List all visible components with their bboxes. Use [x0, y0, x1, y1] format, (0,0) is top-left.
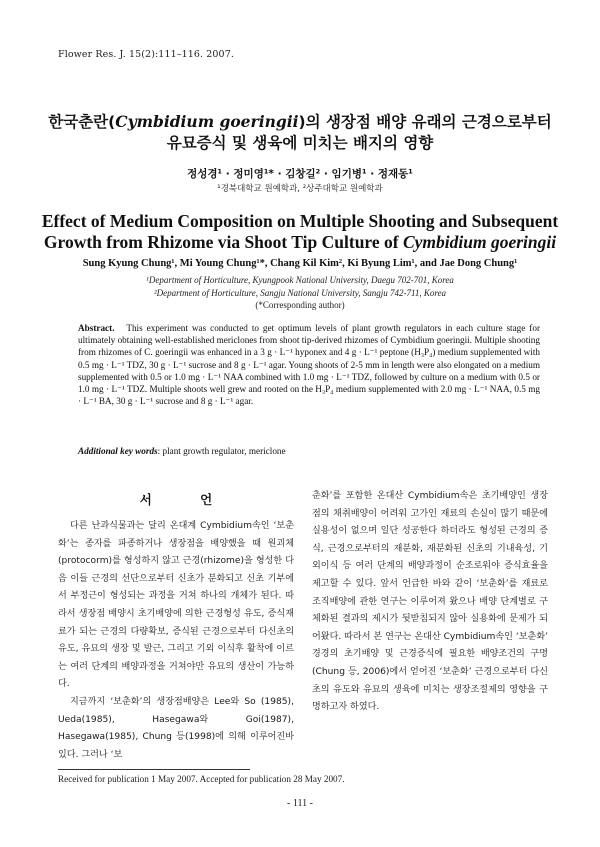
korean-affiliation: ¹경북대학교 원예학과, ²상주대학교 원예학과 — [217, 184, 383, 194]
corresponding-author-note: (*Corresponding author) — [255, 300, 345, 310]
korean-title-line1 — [0, 110, 600, 132]
korean-title-pre: 한국춘란( — [48, 113, 116, 131]
english-title-pre: Growth from Rhizome via Shoot Tip Culture of — [43, 232, 403, 252]
keywords-text: : plant growth regulator, mericlone — [157, 446, 286, 456]
english-title-line1: Effect of Medium Composition on Multiple Shooting and Subsequent — [41, 211, 559, 231]
korean-title-post: )의 생장점 배양 유래의 근경으로부터 — [298, 113, 552, 131]
abstract-label: Abstract. — [78, 323, 115, 333]
english-authors: Sung Kyung Chung¹, Mi Young Chung¹*, Chang Kil Kim², Ki Byung Lim¹, and Jae Dong Chung¹ — [82, 258, 518, 269]
footnote-received: Received for publication 1 May 2007. Accepted for publication 28 May 2007. — [58, 774, 345, 784]
english-title-line2 — [0, 232, 600, 253]
korean-authors: 정성경¹ · 정미영¹* · 김창길² · 임기병¹ · 정재동¹ — [187, 168, 413, 180]
keywords — [78, 446, 540, 456]
intro-paragraph-3: 춘화’를 포함한 온대산 Cymbidium속은 초기배양인 생장점의 채취배양이 어려워 고가인 재료의 손실이 많기 때문에 실용성이 없으며 일단 성공한다 하더라도 형성된 근경의 증식, 근경으로부터의 재분화, 재분화된 신초의 기내육성, 기외이식 등 여러 단계의 배양과정이 순조로워야 증식효율을 제고할 수 있다. 앞서 언급한 바와 같이 ‘보춘화’를 재료로 조직배양에 관한 연구는 이루어져 왔으나 배양 단계별로 구체화된 결과의 제시가 뒷받침되지 않아 실용화에 문제가 되어왔다. 따라서 본 연구는 온대산 Cymbidium속인 ‘보춘화’ 경경의 초기배양 및 근경증식에 필요한 배양조건의 구명(Chung 등, 2006)에서 얻어진 ‘보춘화’ 근경으로부터 다신초의 유도와 유묘의 생육에 미치는 생장조절제의 영향을 구명하고자 하였다. — [312, 491, 548, 713]
korean-title-genus: Cymbidium goeringii — [115, 112, 299, 131]
left-column — [58, 518, 294, 764]
abstract — [78, 322, 540, 407]
english-title-genus: Cymbidium goeringii — [402, 232, 557, 252]
footnote-divider — [58, 769, 250, 770]
english-affiliation-1: ¹Department of Horticulture, Kyungpook National University, Daegu 702-701, Korea — [146, 275, 454, 285]
intro-paragraph-2: 지금까지 ‘보춘화’의 생장점배양은 Lee와 So (1985), Ueda(1985), Hasegawa와 Goi(1987), Hasegawa(1985), Chung 등(1998)에 의해 이루어진바 있다. 그러나 ‘보 — [58, 696, 294, 760]
right-column — [312, 488, 548, 717]
intro-paragraph-1: 다른 난과식물과는 달리 온대계 Cymbidium속인 ‘보춘화’는 종자를 파종하거나 생장점을 배양했을 때 원괴체(protocorm)를 형성하지 않고 근경(rhizome)을 형성한 다음 이들 근경의 선단으로부터 신초가 분화되고 신초 기부에서 부정근이 형성되는 과정을 거쳐 하나의 개체가 된다. 따라서 생장점 배양시 초기배양에 의한 근경형성 유도, 증식재료가 되는 근경의 다량확보, 증식된 근경으로부터 다신초의 유도, 유묘의 생장 및 발근, 그리고 기외 이식후 활착에 이르는 여러 단계의 배양과정을 거쳐야만 유묘의 생산이 가능하다. — [58, 521, 294, 690]
english-affiliation-2: ²Department of Horticulture, Sangju National University, Sangju 742-711, Korea — [153, 288, 447, 298]
korean-title-line2: 유묘증식 및 생육에 미치는 배지의 영향 — [166, 134, 434, 152]
keywords-label: Additional key words — [78, 446, 158, 456]
abstract-text: This experiment was conducted to get optimum levels of plant growth regulators in each culture stage for ultimately obtaining well-established mericlones from shoot tip-derived rhizomes of Cymbidium goeringii. Multiple shooting from rhizomes of C. goeringii was enhanced in a 3 g · L⁻¹ hyponex and 4 g · L⁻¹ peptone (H₃P₄) medium supplemented with 0.5 mg · L⁻¹ TDZ, 30 g · L⁻¹ sucrose and 8 g · L⁻¹ agar. Young shoots of 2-5 mm in length were also elongated on a medium supplemented with 0.5 or 1.0 mg · L⁻¹ NAA combined with 1.0 mg · L⁻¹ TDZ, followed by culture on a medium with 0.5 or 1.0 mg · L⁻¹ TDZ. Multiple shoots well grew and rooted on the H₃P₄ medium supplemented with 2.0 mg · L⁻¹ NAA, 0.5 mg · L⁻¹ BA, 30 g · L⁻¹ sucrose and 8 g · L⁻¹ agar. — [78, 323, 541, 407]
section-heading-introduction: 서 언 — [139, 492, 235, 507]
journal-citation: Flower Res. J. 15(2):111–116. 2007. — [58, 49, 234, 60]
page-number: - 111 - — [287, 798, 313, 809]
